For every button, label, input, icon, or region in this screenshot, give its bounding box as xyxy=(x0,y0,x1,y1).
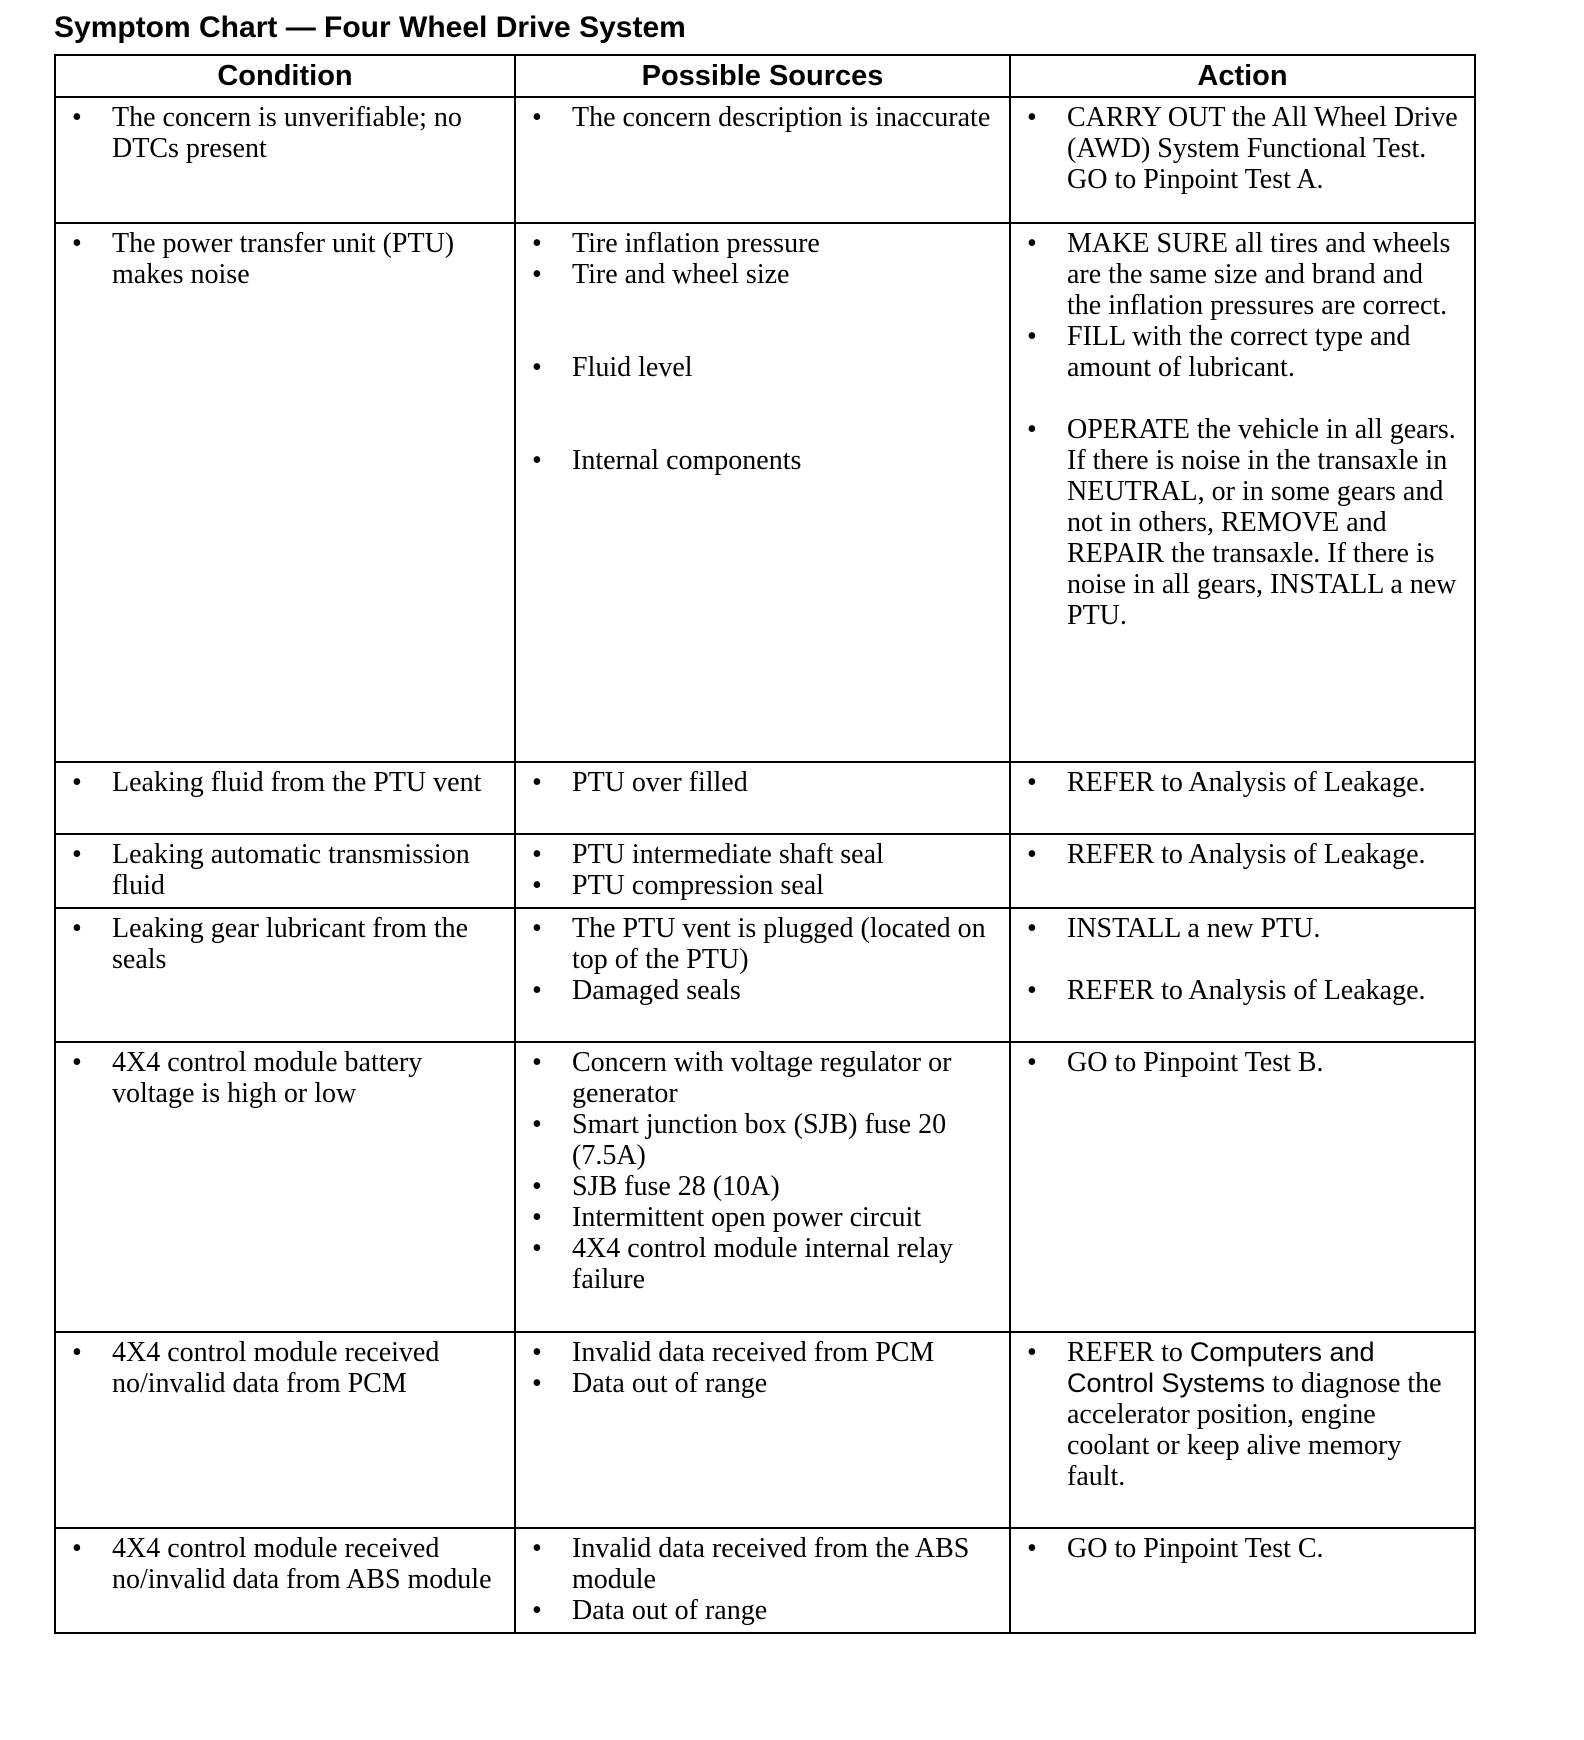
action-item: • INSTALL a new PTU. xyxy=(1019,913,1460,944)
source-item: • Concern with voltage regulator or generator xyxy=(524,1047,995,1109)
action-item xyxy=(1019,1337,1460,1492)
action-item: • REFER to Analysis of Leakage. xyxy=(1019,975,1460,1006)
action-prefix: REFER to xyxy=(1067,1337,1190,1368)
source-item: • PTU over filled xyxy=(524,767,995,798)
source-item: • Data out of range xyxy=(524,1368,995,1399)
source-item: • The concern description is inaccurate xyxy=(524,102,995,133)
sources-cell xyxy=(515,834,1010,908)
condition-header: Condition xyxy=(55,55,515,97)
action-item: • REFER to Analysis of Leakage. xyxy=(1019,839,1460,870)
symptom-chart-page xyxy=(54,8,1474,1634)
table-row xyxy=(55,97,1475,223)
action-cell xyxy=(1010,762,1475,834)
condition-cell xyxy=(55,834,515,908)
source-item: • PTU compression seal xyxy=(524,870,995,901)
action-header: Action xyxy=(1010,55,1475,97)
action-item: • REFER to Analysis of Leakage. xyxy=(1019,767,1460,798)
action-suffix: to diagnose the accelerator position, engine coolant or keep alive memory fault. xyxy=(1067,1368,1442,1492)
condition-text: • The concern is unverifiable; no DTCs present xyxy=(64,102,500,164)
condition-cell xyxy=(55,1042,515,1332)
condition-cell xyxy=(55,762,515,834)
action-item: • OPERATE the vehicle in all gears. If there is noise in the transaxle in NEUTRAL, or in some gears and not in others, REMOVE and REPAIR the transaxle. If there is noise in all gears, INSTALL a new PTU. xyxy=(1019,414,1460,631)
condition-text: • Leaking gear lubricant from the seals xyxy=(64,913,500,975)
condition-cell xyxy=(55,97,515,223)
action-item: • CARRY OUT the All Wheel Drive (AWD) System Functional Test. GO to Pinpoint Test A. xyxy=(1019,102,1460,195)
source-item: • The PTU vent is plugged (located on top of the PTU) xyxy=(524,913,995,975)
table-row xyxy=(55,223,1475,762)
condition-cell xyxy=(55,223,515,762)
source-item: • 4X4 control module internal relay failure xyxy=(524,1233,995,1295)
chart-title: Symptom Chart — Four Wheel Drive System xyxy=(54,11,686,44)
action-cell xyxy=(1010,223,1475,762)
source-item: • Tire inflation pressure xyxy=(524,228,995,259)
condition-text: • 4X4 control module received no/invalid data from PCM xyxy=(64,1337,500,1399)
action-item: • GO to Pinpoint Test B. xyxy=(1019,1047,1460,1078)
source-item: • Fluid level xyxy=(524,352,995,383)
sources-cell xyxy=(515,1042,1010,1332)
table-row xyxy=(55,762,1475,834)
sources-header: Possible Sources xyxy=(515,55,1010,97)
action-item: • MAKE SURE all tires and wheels are the same size and brand and the inflation pressures are correct. xyxy=(1019,228,1460,321)
condition-text: • Leaking fluid from the PTU vent xyxy=(64,767,500,798)
sources-cell xyxy=(515,762,1010,834)
symptom-table xyxy=(54,54,1476,1634)
condition-text: • The power transfer unit (PTU) makes noise xyxy=(64,228,500,290)
table-row xyxy=(55,1528,1475,1633)
action-item: • FILL with the correct type and amount of lubricant. xyxy=(1019,321,1460,383)
sources-cell xyxy=(515,1528,1010,1633)
action-cell xyxy=(1010,1528,1475,1633)
source-item: • Intermittent open power circuit xyxy=(524,1202,995,1233)
source-item: • Damaged seals xyxy=(524,975,995,1006)
table-row xyxy=(55,908,1475,1042)
source-item: • PTU intermediate shaft seal xyxy=(524,839,995,870)
action-cell xyxy=(1010,1332,1475,1528)
source-item: • Internal components xyxy=(524,445,995,476)
table-row xyxy=(55,834,1475,908)
sources-cell xyxy=(515,97,1010,223)
action-cell xyxy=(1010,908,1475,1042)
action-cell xyxy=(1010,1042,1475,1332)
action-cell xyxy=(1010,834,1475,908)
source-item: • Invalid data received from the ABS module xyxy=(524,1533,995,1595)
table-row xyxy=(55,1042,1475,1332)
sources-cell xyxy=(515,908,1010,1042)
source-item: • Smart junction box (SJB) fuse 20 (7.5A) xyxy=(524,1109,995,1171)
source-item: • Data out of range xyxy=(524,1595,995,1626)
condition-text: • 4X4 control module battery voltage is high or low xyxy=(64,1047,500,1109)
source-item: • SJB fuse 28 (10A) xyxy=(524,1171,995,1202)
condition-text: • Leaking automatic transmission fluid xyxy=(64,839,500,901)
condition-text: • 4X4 control module received no/invalid data from ABS module xyxy=(64,1533,500,1595)
sources-cell xyxy=(515,223,1010,762)
action-item: • GO to Pinpoint Test C. xyxy=(1019,1533,1460,1564)
action-cell xyxy=(1010,97,1475,223)
sources-cell xyxy=(515,1332,1010,1528)
source-item: • Invalid data received from PCM xyxy=(524,1337,995,1368)
condition-cell xyxy=(55,1528,515,1633)
table-header-row xyxy=(55,55,1475,97)
condition-cell xyxy=(55,1332,515,1528)
computers-control-systems-reference: Computers and Control Systems xyxy=(1067,1337,1375,1398)
condition-cell xyxy=(55,908,515,1042)
table-row xyxy=(55,1332,1475,1528)
source-item: • Tire and wheel size xyxy=(524,259,995,290)
